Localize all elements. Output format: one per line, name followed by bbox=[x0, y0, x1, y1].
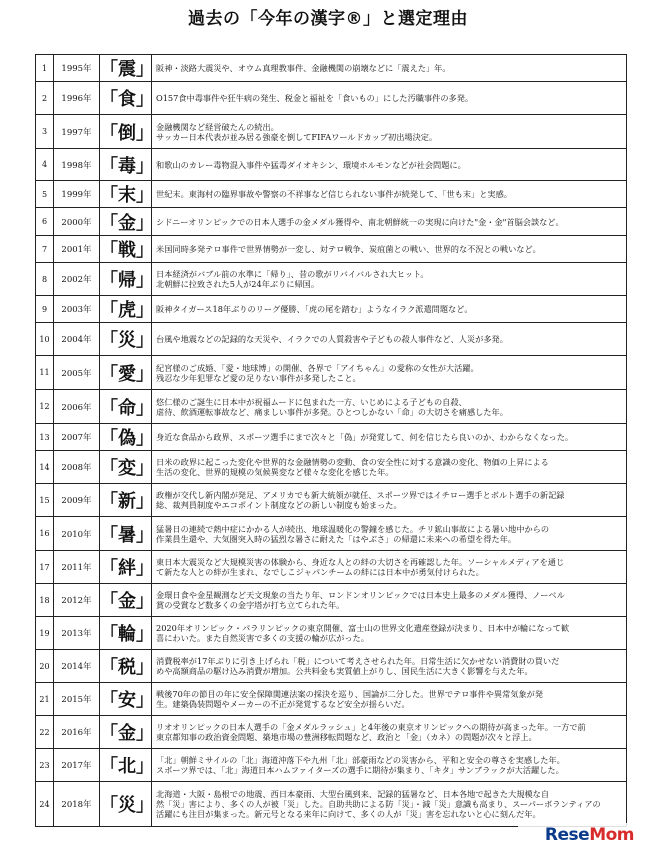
row-reason bbox=[152, 55, 627, 82]
row-number: 9 bbox=[36, 296, 54, 323]
table-row bbox=[36, 517, 627, 551]
logo-text-1: Rese bbox=[544, 825, 590, 845]
row-number: 17 bbox=[36, 551, 54, 584]
row-year: 2017年 bbox=[54, 749, 100, 782]
reason-line: 消費税率が17年ぶりに引き上げられ「税」について考えさせられた年。日常生活に欠かせない消費財の買いだ bbox=[156, 656, 560, 666]
row-year: 2007年 bbox=[54, 424, 100, 451]
row-number: 7 bbox=[36, 236, 54, 263]
reason-line: 東京都知事の政治資金問題、築地市場の豊洲移転問題など、政治と「金」（カネ）の問題が次々と浮上。 bbox=[156, 732, 537, 742]
reason-line: 北海道・大阪・島根での地震、西日本豪雨、大型台風到来、記録的猛暑など、日本各地で起きた大規模な自 bbox=[156, 789, 550, 799]
row-number: 3 bbox=[36, 115, 54, 149]
row-reason bbox=[152, 181, 627, 208]
table-row bbox=[36, 716, 627, 749]
table-row bbox=[36, 551, 627, 584]
row-number: 12 bbox=[36, 390, 54, 424]
reason-line: 紀宮様のご成婚、「愛・地球博」の開催、各界で「アイちゃん」の愛称の女性が大活躍。 bbox=[156, 362, 479, 373]
row-kanji: 「食」 bbox=[100, 82, 152, 115]
row-kanji: 「北」 bbox=[100, 749, 152, 782]
row-year: 2018年 bbox=[54, 782, 100, 827]
table-row bbox=[36, 424, 627, 451]
row-year: 2006年 bbox=[54, 390, 100, 424]
row-number: 14 bbox=[36, 451, 54, 484]
table-row bbox=[36, 451, 627, 484]
reason-line: リオオリンピックの日本人選手の「金メダルラッシュ」と4年後の東京オリンピックへの期待が高まった年。一方で前 bbox=[156, 722, 586, 732]
row-year: 2005年 bbox=[54, 356, 100, 390]
reason-line: 総、裁判員制度やエコポイント制度などの新しい制度も始まった。 bbox=[156, 500, 402, 510]
row-kanji: 「暑」 bbox=[100, 517, 152, 551]
row-kanji: 「帰」 bbox=[100, 263, 152, 296]
row-number: 10 bbox=[36, 323, 54, 356]
reason-line: 身近な食品から政界、スポーツ選手にまで次々と「偽」が発覚して、何を信じたら良いのか、わからなくなった。 bbox=[156, 432, 574, 442]
row-kanji: 「偽」 bbox=[100, 424, 152, 451]
row-number: 4 bbox=[36, 149, 54, 181]
row-reason bbox=[152, 617, 627, 650]
row-year: 1995年 bbox=[54, 55, 100, 82]
row-kanji: 「命」 bbox=[100, 390, 152, 424]
reason-line: スポーツ界では、「北」海道日本ハムファイターズの選手に期待が集まり、「キタ」サンブラックが大活躍した。 bbox=[156, 765, 564, 775]
reason-line: 生活の変化、世界的規模の気候異変など様々な変化を感じた年。 bbox=[156, 467, 394, 477]
row-reason bbox=[152, 356, 627, 390]
row-kanji: 「変」 bbox=[100, 451, 152, 484]
reason-line: 金環日食や金星観測など天文現象の当たり年、ロンドンオリンピックでは日本史上最多のメダル獲得、ノーベル bbox=[156, 590, 565, 600]
row-year: 2015年 bbox=[54, 683, 100, 716]
row-reason bbox=[152, 484, 627, 517]
row-number: 15 bbox=[36, 484, 54, 517]
row-kanji: 「毒」 bbox=[100, 149, 152, 181]
row-number: 1 bbox=[36, 55, 54, 82]
row-number: 2 bbox=[36, 82, 54, 115]
reason-line: 世紀末。東海村の臨界事故や警察の不祥事など信じられない事件が続発して、「世も末」と実感。 bbox=[156, 189, 512, 199]
table-row bbox=[36, 390, 627, 424]
row-year: 2001年 bbox=[54, 236, 100, 263]
row-number: 21 bbox=[36, 683, 54, 716]
row-reason bbox=[152, 551, 627, 584]
table-row bbox=[36, 296, 627, 323]
logo-text-2: Mom bbox=[589, 825, 634, 845]
row-number: 19 bbox=[36, 617, 54, 650]
row-reason bbox=[152, 716, 627, 749]
reason-line: 賞の受賞など数多くの金字塔が打ち立てられた年。 bbox=[156, 600, 345, 610]
reason-line: 政権が交代し新内閣が発足、アメリカでも新大統領が就任、スポーツ界ではイチロー選手とボルト選手の新記録 bbox=[156, 490, 565, 500]
reason-line: 悠仁様のご誕生に日本中が祝福ムードに包まれた一方、いじめによる子どもの自殺、 bbox=[156, 396, 467, 407]
row-number: 13 bbox=[36, 424, 54, 451]
row-reason bbox=[152, 208, 627, 236]
table-row bbox=[36, 82, 627, 115]
table-row bbox=[36, 181, 627, 208]
table-row bbox=[36, 236, 627, 263]
reason-line: めや高額商品の駆け込み消費が増加。公共料金も実質値上がりし、国民生活に大きく影響を与えた年。 bbox=[156, 666, 533, 676]
row-number: 16 bbox=[36, 517, 54, 551]
reason-line: 作業員生還や、大気圏突入時の猛烈な暑さに耐えた「はやぶさ」の帰還に未来への希望を得た年。 bbox=[156, 533, 517, 544]
row-year: 2000年 bbox=[54, 208, 100, 236]
row-number: 5 bbox=[36, 181, 54, 208]
page-title: 過去の「今年の漢字®」と選定理由 bbox=[188, 9, 468, 29]
row-number: 18 bbox=[36, 584, 54, 617]
table-row bbox=[36, 683, 627, 716]
row-kanji: 「虎」 bbox=[100, 296, 152, 323]
table-row bbox=[36, 356, 627, 390]
reason-line: 生。建築偽装問題やメーカーの不正が発覚するなど安全が揺らいだ。 bbox=[156, 699, 410, 709]
row-year: 2013年 bbox=[54, 617, 100, 650]
row-reason bbox=[152, 115, 627, 149]
row-number: 22 bbox=[36, 716, 54, 749]
row-kanji: 「輪」 bbox=[100, 617, 152, 650]
kanji-table bbox=[35, 54, 627, 827]
row-reason bbox=[152, 149, 627, 181]
reason-line: 日本経済がバブル前の水準に「帰り」、昔の歌がリバイバルされ大ヒット。 bbox=[156, 269, 429, 279]
reason-line: て新たな人との絆が生まれ、なでしこジャパンチームの絆には日本中が勇気付けられた。 bbox=[156, 567, 484, 577]
table-row bbox=[36, 782, 627, 827]
reason-line: 然「災」害により、多くの人が被「災」した。自助共助による防「災」・減「災」意識も高まり、スーパーボランティアの bbox=[156, 799, 601, 809]
row-kanji: 「末」 bbox=[100, 181, 152, 208]
row-reason bbox=[152, 82, 627, 115]
table-row bbox=[36, 55, 627, 82]
row-reason bbox=[152, 451, 627, 484]
reason-line: 米国同時多発テロ事件で世界情勢が一変し、対テロ戦争、炭疽菌との戦い、世界的な不況との戦いなど。 bbox=[156, 244, 541, 254]
row-reason bbox=[152, 424, 627, 451]
reason-line: 「北」朝鮮ミサイルの「北」海道沖落下や九州「北」部豪雨などの災害から、平和と安全の尊さを実感した年。 bbox=[156, 755, 565, 765]
row-year: 2010年 bbox=[54, 517, 100, 551]
row-kanji: 「震」 bbox=[100, 55, 152, 82]
table-row bbox=[36, 584, 627, 617]
row-year: 2004年 bbox=[54, 323, 100, 356]
row-year: 2002年 bbox=[54, 263, 100, 296]
row-kanji: 「税」 bbox=[100, 650, 152, 683]
row-reason bbox=[152, 683, 627, 716]
reason-line: 残忍な少年犯罪など愛の足りない事件が多発したこと。 bbox=[156, 372, 361, 383]
reason-line: 北朝鮮に拉致された5人が24年ぶりに帰国。 bbox=[156, 279, 320, 289]
row-year: 1999年 bbox=[54, 181, 100, 208]
row-number: 24 bbox=[36, 782, 54, 827]
reason-line: 阪神タイガース18年ぶりのリーグ優勝、「虎の尾を踏む」ようなイラク派遣問題など。 bbox=[156, 304, 473, 314]
reason-line: 阪神・淡路大震災や、オウム真理教事件、金融機関の崩壊などに「震えた」年。 bbox=[156, 63, 451, 73]
table-row bbox=[36, 115, 627, 149]
row-kanji: 「金」 bbox=[100, 584, 152, 617]
reason-line: O157食中毒事件や狂牛病の発生、税金と福祉を「食いもの」にした汚職事件の多発。 bbox=[156, 93, 474, 103]
row-year: 2011年 bbox=[54, 551, 100, 584]
reason-line: 台風や地震などの記録的な天災や、イラクでの人質殺害や子どもの殺人事件など、人災が多発。 bbox=[156, 334, 508, 344]
row-year: 2003年 bbox=[54, 296, 100, 323]
row-year: 2014年 bbox=[54, 650, 100, 683]
row-kanji: 「新」 bbox=[100, 484, 152, 517]
reason-line: 東日本大震災など大規模災害の体験から、身近な人との絆の大切さを再確認した年。ソーシャルメディアを通じ bbox=[156, 557, 565, 567]
table-row bbox=[36, 323, 627, 356]
reason-line: 金融機関など経営破たんの続出。 bbox=[156, 121, 279, 132]
reason-line: 戦後70年の節目の年に安全保障関連法案の採決を巡り、国論が二分した。世界でテロ事件や異常気象が発 bbox=[156, 689, 544, 699]
reason-line: 2020年オリンピック・パラリンピックの東京開催、富士山の世界文化遺産登録が決まり、日本中が輪になって歓 bbox=[156, 623, 570, 633]
row-kanji: 「金」 bbox=[100, 716, 152, 749]
row-number: 23 bbox=[36, 749, 54, 782]
row-number: 8 bbox=[36, 263, 54, 296]
row-kanji: 「愛」 bbox=[100, 356, 152, 390]
reason-line: 喜にわいた。また自然災害で多くの支援の輪が広がった。 bbox=[156, 633, 369, 643]
table-row bbox=[36, 484, 627, 517]
row-number: 20 bbox=[36, 650, 54, 683]
reason-line: サッカー日本代表が並み居る強豪を倒してFIFAワールドカップ初出場決定。 bbox=[156, 131, 438, 142]
row-kanji: 「災」 bbox=[100, 782, 152, 827]
reason-line: シドニーオリンピックでの日本人選手の金メダル獲得や、南北朝鮮統一の実現に向けた"金・金"首脳会談など。 bbox=[156, 216, 564, 227]
row-year: 1996年 bbox=[54, 82, 100, 115]
row-number: 6 bbox=[36, 208, 54, 236]
table-row bbox=[36, 650, 627, 683]
table-row bbox=[36, 208, 627, 236]
table-row bbox=[36, 749, 627, 782]
reason-line: 和歌山のカレー毒物混入事件や猛毒ダイオキシン、環境ホルモンなどが社会問題に。 bbox=[156, 159, 466, 170]
reason-line: 日米の政界に起こった変化や世界的な金融情勢の変動、食の安全性に対する意識の変化、物価の上昇による bbox=[156, 457, 549, 467]
reason-line: 活躍にも注目が集まった。新元号となる来年に向けて、多くの人が「災」害を忘れないと心に刻んだ年。 bbox=[156, 809, 541, 819]
row-reason bbox=[152, 517, 627, 551]
row-kanji: 「災」 bbox=[100, 323, 152, 356]
row-kanji: 「安」 bbox=[100, 683, 152, 716]
row-year: 2012年 bbox=[54, 584, 100, 617]
reason-line: 虐待、飲酒運転事故など、痛ましい事件が多発。ひとつしかない「命」の大切さを痛感した年。 bbox=[156, 406, 508, 417]
row-kanji: 「絆」 bbox=[100, 551, 152, 584]
row-reason bbox=[152, 584, 627, 617]
row-reason bbox=[152, 650, 627, 683]
row-year: 1997年 bbox=[54, 115, 100, 149]
row-kanji: 「金」 bbox=[100, 208, 152, 236]
row-reason bbox=[152, 390, 627, 424]
row-reason bbox=[152, 323, 627, 356]
row-reason bbox=[152, 782, 627, 827]
row-number: 11 bbox=[36, 356, 54, 390]
table-row bbox=[36, 617, 627, 650]
row-year: 2008年 bbox=[54, 451, 100, 484]
row-reason bbox=[152, 236, 627, 263]
row-year: 1998年 bbox=[54, 149, 100, 181]
table-row bbox=[36, 263, 627, 296]
row-reason bbox=[152, 263, 627, 296]
table-row bbox=[36, 149, 627, 181]
reason-line: 猛暑日の連続で熱中症にかかる人が続出、地球温暖化の警鐘を感じた。チリ鉱山事故による暑い地中からの bbox=[156, 523, 550, 534]
row-year: 2016年 bbox=[54, 716, 100, 749]
row-year: 2009年 bbox=[54, 484, 100, 517]
row-kanji: 「倒」 bbox=[100, 115, 152, 149]
resemom-logo bbox=[518, 823, 634, 847]
row-kanji: 「戦」 bbox=[100, 236, 152, 263]
row-reason bbox=[152, 749, 627, 782]
row-reason bbox=[152, 296, 627, 323]
